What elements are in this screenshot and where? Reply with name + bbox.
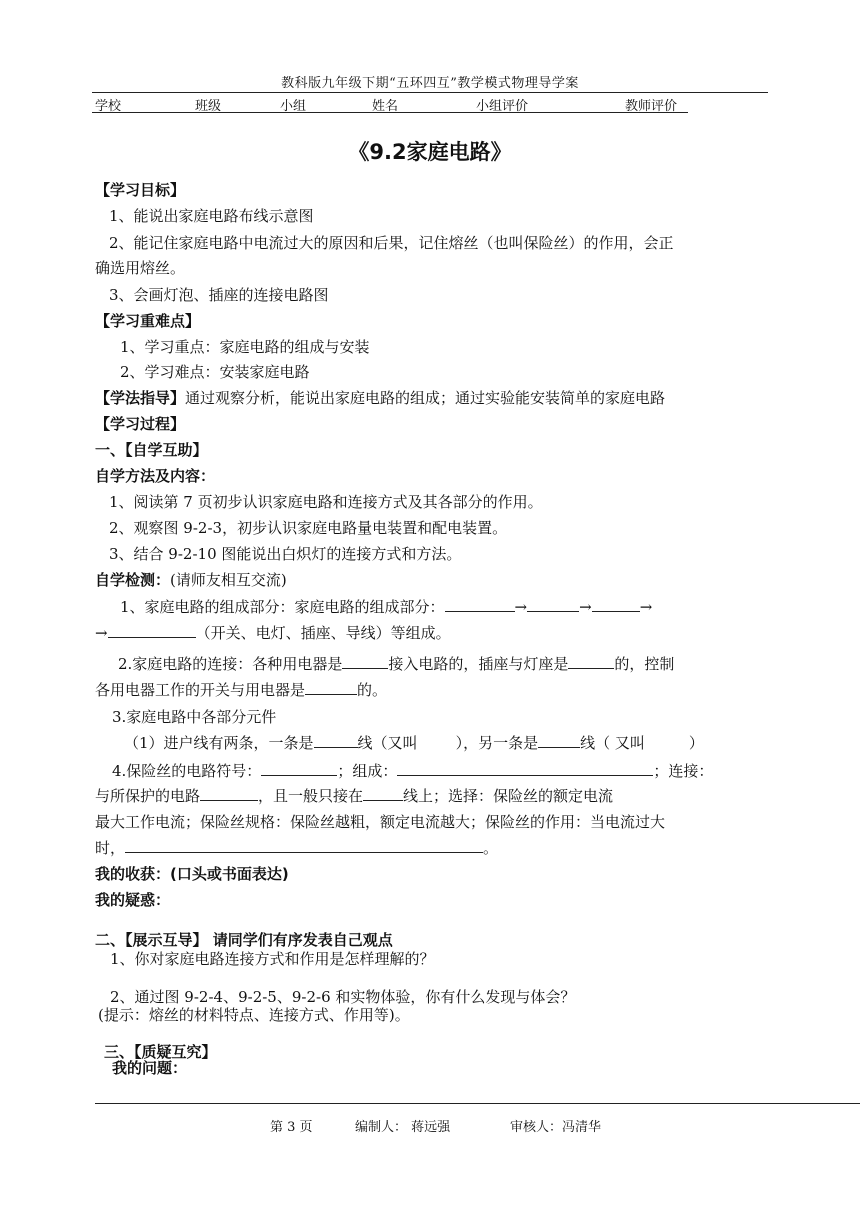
method-heading: 【学法指导】 bbox=[95, 389, 186, 407]
blank[interactable] bbox=[538, 733, 580, 748]
section1-heading: 一、【自学互助】 bbox=[95, 441, 208, 459]
q3-text: 线（ 又叫 bbox=[580, 734, 645, 752]
section2-item: 1、你对家庭电路连接方式和作用是怎样理解的？ bbox=[110, 950, 435, 968]
q2-line bbox=[118, 654, 674, 674]
keypoint-item: 1、学习重点：家庭电路的组成与安装 bbox=[120, 338, 370, 356]
check-line bbox=[95, 570, 287, 590]
q4-text: 时， bbox=[95, 839, 126, 857]
field-group-eval: 小组评价 bbox=[476, 99, 529, 114]
goal-item: 确选用熔丝。 bbox=[95, 259, 186, 277]
section1-item: 3、结合 9-2-10 图能说出白炽灯的连接方式和方法。 bbox=[109, 545, 462, 563]
arrow: → bbox=[95, 624, 108, 642]
q4-line bbox=[112, 761, 713, 781]
check-heading: 自学检测： bbox=[95, 571, 171, 589]
goals-heading: 【学习目标】 bbox=[95, 181, 186, 199]
blank[interactable] bbox=[527, 597, 579, 612]
arrow: → bbox=[639, 598, 653, 616]
q3-text: （1）进户线有两条，一条是 bbox=[124, 734, 314, 752]
field-class: 班级 bbox=[195, 99, 222, 114]
method-text: 通过观察分析，能说出家庭电路的组成；通过实验能安装简单的家庭电路 bbox=[185, 389, 666, 407]
field-group: 小组 bbox=[280, 99, 307, 114]
field-school: 学校 bbox=[95, 99, 122, 114]
blank[interactable] bbox=[314, 733, 358, 748]
info-underline bbox=[92, 112, 688, 113]
section2-item: (提示：熔丝的材料特点、连接方式、作用等)。 bbox=[98, 1006, 410, 1024]
gain-line: 我的收获：(口头或书面表达) bbox=[95, 865, 289, 883]
q4-text: 4.保险丝的电路符号： bbox=[112, 762, 262, 780]
q3-1-line bbox=[124, 733, 704, 753]
q2-text: 各用电器工作的开关与用电器是 bbox=[95, 681, 306, 699]
section3-sub: 我的问题： bbox=[112, 1059, 188, 1077]
goal-item: 3、会画灯泡、插座的连接电路图 bbox=[109, 286, 329, 304]
footer-rule bbox=[95, 1103, 860, 1104]
q3-text: 线（又叫 bbox=[357, 734, 418, 752]
section1-item: 1、阅读第 7 页初步认识家庭电路和连接方式及其各部分的作用。 bbox=[109, 493, 543, 511]
q4-text: 。 bbox=[483, 839, 499, 857]
page-title: 《9.2家庭电路》 bbox=[348, 140, 512, 164]
section1-item: 2、观察图 9-2-3，初步认识家庭电路量电装置和配电装置。 bbox=[109, 519, 508, 537]
q4-text: 线上；选择：保险丝的额定电流 bbox=[403, 787, 614, 805]
q2-line-2 bbox=[95, 680, 387, 700]
blank[interactable] bbox=[592, 597, 640, 612]
section2-heading: 二、【展示互导】 请同学们有序发表自己观点 bbox=[95, 931, 393, 949]
blank[interactable] bbox=[125, 838, 483, 853]
blank[interactable] bbox=[568, 654, 614, 669]
blank[interactable] bbox=[397, 761, 653, 776]
q4-line-2 bbox=[95, 786, 613, 806]
field-name: 姓名 bbox=[372, 99, 399, 114]
section3-heading: 三、【质疑互究】 bbox=[104, 1043, 217, 1061]
q1-text: 1、家庭电路的组成部分：家庭电路的组成部分： bbox=[120, 598, 445, 616]
section1-subheading: 自学方法及内容： bbox=[95, 467, 216, 485]
q3-text: ） bbox=[688, 734, 704, 752]
footer-reviewer: 审核人：冯清华 bbox=[510, 1120, 602, 1135]
q2-text: 的，控制 bbox=[614, 655, 675, 673]
header-title: 教科版九年级下期“五环四互”教学模式物理导学案 bbox=[281, 76, 579, 91]
blank[interactable] bbox=[200, 786, 258, 801]
section2-item: 2、通过图 9-2-4、9-2-5、9-2-6 和实物体验，你有什么发现与体会？ bbox=[110, 988, 576, 1006]
header-rule bbox=[92, 92, 768, 93]
process-heading: 【学习过程】 bbox=[95, 415, 186, 433]
blank[interactable] bbox=[363, 786, 403, 801]
q4-text: 与所保护的电路 bbox=[95, 787, 201, 805]
q4-text: ；组成： bbox=[337, 762, 398, 780]
arrow: → bbox=[579, 598, 592, 616]
q3-text: ），另一条是 bbox=[455, 734, 539, 752]
blank[interactable] bbox=[305, 680, 357, 695]
q4-line-4 bbox=[95, 838, 498, 858]
footer-editor: 编制人： 蒋远强 bbox=[355, 1120, 451, 1135]
blank[interactable] bbox=[445, 597, 515, 612]
q1-text: （开关、电灯、插座、导线）等组成。 bbox=[195, 624, 451, 642]
q4-text: ；连接： bbox=[653, 762, 714, 780]
blank[interactable] bbox=[108, 623, 196, 638]
blank[interactable] bbox=[261, 761, 337, 776]
doubt-line: 我的疑惑： bbox=[95, 891, 171, 909]
footer-page: 第 3 页 bbox=[270, 1120, 313, 1135]
blank[interactable] bbox=[342, 654, 388, 669]
keypoint-item: 2、学习难点：安装家庭电路 bbox=[120, 363, 310, 381]
q1-line bbox=[120, 597, 652, 617]
q2-text: 的。 bbox=[357, 681, 388, 699]
q4-line-3: 最大工作电流；保险丝规格：保险丝越粗，额定电流越大；保险丝的作用：当电流过大 bbox=[95, 813, 666, 831]
check-note: (请师友相互交流) bbox=[170, 571, 287, 589]
keypoints-heading: 【学习重难点】 bbox=[95, 312, 201, 330]
q2-text: 2.家庭电路的连接：各种用电器是 bbox=[118, 655, 343, 673]
q1-line-2 bbox=[95, 623, 451, 643]
q4-text: ，且一般只接在 bbox=[258, 787, 364, 805]
method-line bbox=[95, 388, 665, 408]
arrow: → bbox=[514, 598, 528, 616]
q2-text: 接入电路的，插座与灯座是 bbox=[388, 655, 569, 673]
q3-line: 3.家庭电路中各部分元件 bbox=[112, 708, 277, 726]
field-teacher-eval: 教师评价 bbox=[625, 99, 678, 114]
goal-item: 1、能说出家庭电路布线示意图 bbox=[109, 207, 314, 225]
goal-item: 2、能记住家庭电路中电流过大的原因和后果，记住熔丝（也叫保险丝）的作用，会正 bbox=[109, 234, 674, 252]
